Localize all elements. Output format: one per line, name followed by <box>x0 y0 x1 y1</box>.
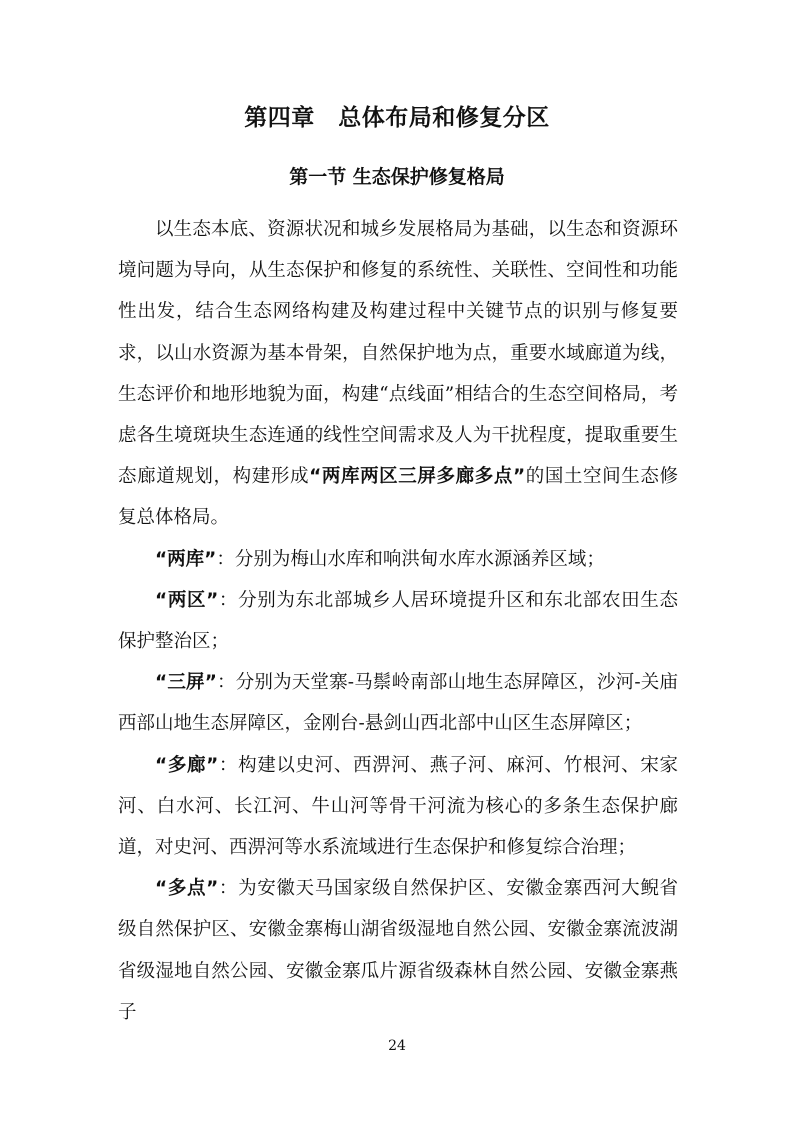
item-label: “多点” <box>155 878 219 900</box>
intro-text-part1: 以生态本底、资源状况和城乡发展格局为基础，以生态和资源环境问题为导向，从生态保护和修复的系统性、关联性、空间性和功能性出发，结合生态网络构建及构建过程中关键节点的识别与修复要求，以山水资源为基本骨架，自然保护地为点，重要水域廊道为线，生态评价和地形地貌为面，构建“点线面”相结合的生态空间格局，考虑各生境斑块生态连通的线性空间需求及人为干扰程度，提取重要生态廊道规划，构建形成 <box>118 219 678 488</box>
item-label: “多廊” <box>155 754 219 776</box>
intro-text-part2: 的国土空间生态修复总体格局。 <box>118 466 678 529</box>
item-text: ：分别为梅山水库和响洪甸水库水源涵养区域； <box>216 548 605 570</box>
item-text: ：分别为天堂寨-马鬃岭南部山地生态屏障区，沙河-关庙西部山地生态屏障区，金刚台-悬剑山西北部中山区生态屏障区； <box>118 672 678 735</box>
intro-paragraph <box>118 209 678 539</box>
item-label: “三屏” <box>155 672 217 694</box>
section-title: 第一节 生态保护修复格局 <box>289 166 505 188</box>
item-label: “两区” <box>155 589 219 611</box>
chapter-title: 第四章 总体布局和修复分区 <box>244 105 550 131</box>
item-label: “两库” <box>155 548 217 570</box>
item-liangqu <box>118 580 678 662</box>
item-sanping <box>118 662 678 744</box>
item-text: ：为安徽天马国家级自然保护区、安徽金寨西河大鲵省级自然保护区、安徽金寨梅山湖省级湿地自然公园、安徽金寨流波湖省级湿地自然公园、安徽金寨瓜片源省级森林自然公园、安徽金寨燕子 <box>118 878 678 1023</box>
page-number: 24 <box>388 1038 406 1054</box>
body-text <box>118 209 678 1033</box>
item-text: ：构建以史河、西淠河、燕子河、麻河、竹根河、宋家河、白水河、长江河、牛山河等骨干河流为核心的多条生态保护廊道，对史河、西淠河等水系流域进行生态保护和修复综合治理； <box>118 754 678 859</box>
item-duolang <box>118 745 678 869</box>
item-text: ：分别为东北部城乡人居环境提升区和东北部农田生态保护整治区； <box>118 589 678 653</box>
item-duodian <box>118 868 678 1033</box>
item-liangku <box>118 539 678 580</box>
intro-highlight: “两库两区三屏多廊多点” <box>309 466 526 488</box>
